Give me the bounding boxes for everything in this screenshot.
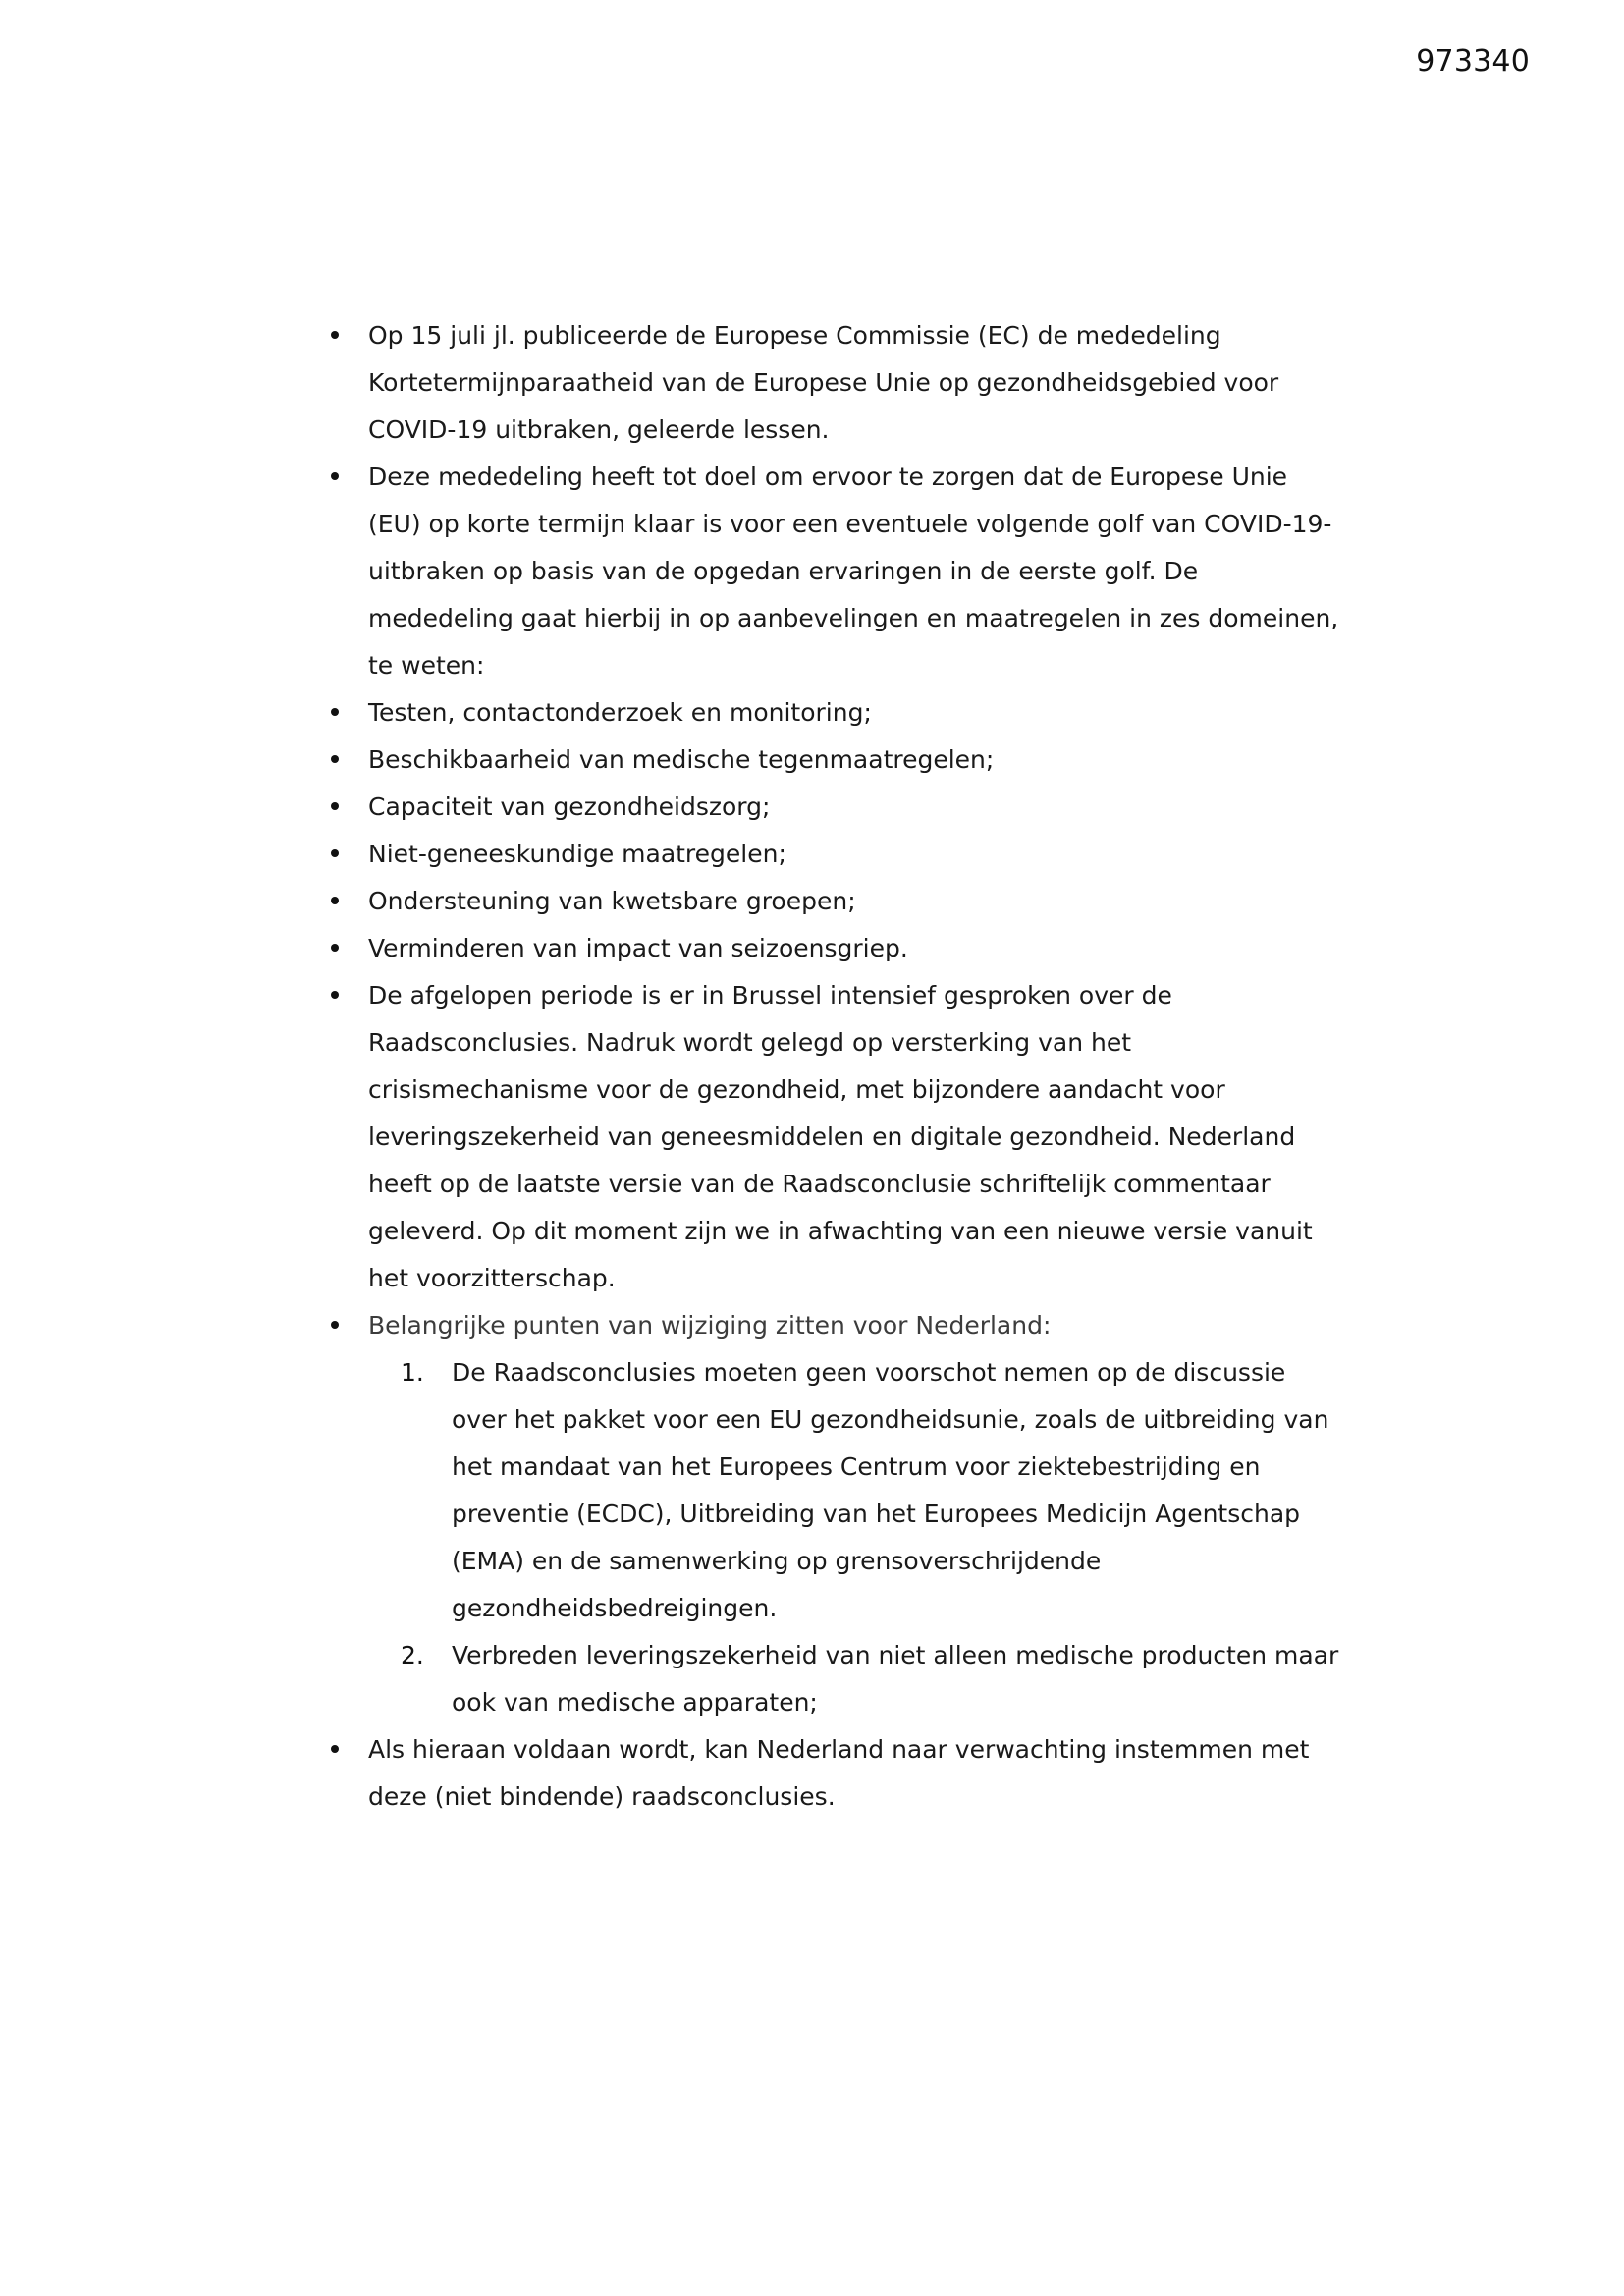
bullet-dot-icon: [330, 737, 339, 784]
bullet-belangrijke-punten: [324, 1302, 1345, 1349]
bullet-dot-icon: [330, 878, 339, 925]
bullet-doel-mededeling: [324, 454, 1345, 689]
bullet-dot-icon: [330, 925, 339, 972]
bullet-domein-seizoensgriep: [324, 925, 1345, 972]
bullet-dot-icon: [330, 972, 339, 1019]
subpoint-1: [324, 1349, 1345, 1632]
bullet-brussel-raadsconclusies: [324, 972, 1345, 1302]
bullet-domein-capaciteit: [324, 784, 1345, 831]
bullet-text: Niet-geneeskundige maatregelen;: [368, 840, 786, 868]
bullet-domein-tegenmaatregelen: [324, 737, 1345, 784]
bullet-text: Deze mededeling heeft tot doel om ervoor te zorgen dat de Europese Unie (EU) op korte termijn klaar is voor een eventuele volgende golf van COVID-19-uitbraken op basis van de opgedan ervaringen in de eerste golf. De mededeling gaat hierbij in op aanbevelingen en maatregelen in zes domeinen, te weten:: [368, 463, 1339, 680]
bullet-text: Testen, contactonderzoek en monitoring;: [368, 698, 872, 727]
list-number: 2.: [401, 1641, 424, 1669]
list-number: 1.: [401, 1358, 424, 1387]
bullet-text: De afgelopen periode is er in Brussel intensief gesproken over de Raadsconclusies. Nadruk wordt gelegd op versterking van het crisismechanisme voor de gezondheid, met bijzondere aandacht voor leveringszekerheid van geneesmiddelen en digitale gezondheid. Nederland heeft op de laatste versie van de Raadsconclusie schriftelijk commentaar geleverd. Op dit moment zijn we in afwachting van een nieuwe versie vanuit het voorzitterschap.: [368, 981, 1313, 1292]
bullet-dot-icon: [330, 784, 339, 831]
bullet-list-main: [324, 312, 1345, 1349]
bullet-text: Als hieraan voldaan wordt, kan Nederland naar verwachting instemmen met deze (niet bindende) raadsconclusies.: [368, 1735, 1310, 1811]
page-header: [0, 44, 1530, 79]
bullet-ec-mededeling: [324, 312, 1345, 454]
bullet-text: Op 15 juli jl. publiceerde de Europese Commissie (EC) de mededeling Kortetermijnparaatheid van de Europese Unie op gezondheidsgebied voor COVID-19 uitbraken, geleerde lessen.: [368, 321, 1279, 444]
bullet-list-closing: [324, 1726, 1345, 1821]
bullet-text: Verminderen van impact van seizoensgriep.: [368, 934, 908, 962]
bullet-text: Capaciteit van gezondheidszorg;: [368, 793, 771, 821]
bullet-domein-testen: [324, 689, 1345, 737]
bullet-domein-niet-geneeskundig: [324, 831, 1345, 878]
bullet-dot-icon: [330, 454, 339, 501]
bullet-text: Belangrijke punten van wijziging zitten voor Nederland:: [368, 1311, 1052, 1339]
document-body: [324, 312, 1345, 1821]
bullet-dot-icon: [330, 1302, 339, 1349]
bullet-dot-icon: [330, 689, 339, 737]
bullet-dot-icon: [330, 312, 339, 359]
subpoint-text: De Raadsconclusies moeten geen voorschot nemen op de discussie over het pakket voor een EU gezondheidsunie, zoals de uitbreiding van het mandaat van het Europees Centrum voor ziektebestrijding en preventie (ECDC), Uitbreiding van het Europees Medicijn Agentschap (EMA) en de samenwerking op grensoverschrijdende gezondheidsbedreigingen.: [452, 1358, 1329, 1622]
subpoint-2: [324, 1632, 1345, 1726]
bullet-dot-icon: [330, 831, 339, 878]
numbered-list-wijzigingspunten: [324, 1349, 1345, 1726]
document-number: 973340: [1416, 44, 1530, 79]
bullet-dot-icon: [330, 1726, 339, 1774]
bullet-text: Ondersteuning van kwetsbare groepen;: [368, 887, 856, 915]
bullet-instemmen: [324, 1726, 1345, 1821]
subpoint-text: Verbreden leveringszekerheid van niet alleen medische producten maar ook van medische apparaten;: [452, 1641, 1339, 1717]
bullet-domein-kwetsbare-groepen: [324, 878, 1345, 925]
bullet-text: Beschikbaarheid van medische tegenmaatregelen;: [368, 745, 995, 774]
